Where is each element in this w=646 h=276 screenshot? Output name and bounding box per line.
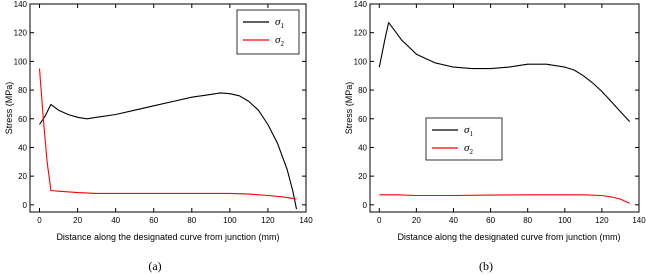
x-tick-label: 140	[632, 216, 646, 225]
legend-label-sigma-1: $\sigma_1$	[464, 124, 473, 138]
y-tick-label: 80	[18, 86, 27, 96]
y-tick-label: 100	[13, 57, 27, 67]
y-tick-label: 0	[362, 200, 367, 210]
y-tick-label: 60	[358, 114, 367, 124]
legend-label-sigma-2: $\sigma_2$	[464, 142, 473, 156]
y-tick-label: 20	[18, 172, 27, 182]
x-tick-label: 20	[411, 216, 421, 225]
chart-panel-a	[4, 0, 313, 273]
y-tick-label: 140	[353, 0, 367, 9]
x-tick-label: 80	[523, 216, 533, 225]
x-tick-label: 140	[299, 216, 313, 225]
legend-label-sigma-2: $\sigma_2$	[275, 34, 284, 48]
legend	[426, 118, 502, 160]
x-tick-label: 100	[558, 216, 572, 225]
y-tick-label: 140	[13, 0, 27, 9]
x-tick-label: 60	[149, 216, 159, 225]
x-tick-label: 40	[111, 216, 121, 225]
chart-panel-b	[344, 0, 646, 273]
legend-label-sigma-1: $\sigma_1$	[275, 16, 284, 30]
x-tick-label: 120	[595, 216, 609, 225]
x-tick-label: 20	[73, 216, 83, 225]
x-tick-label: 100	[223, 216, 237, 225]
y-tick-label: 120	[353, 28, 367, 38]
y-tick-label: 100	[353, 57, 367, 67]
y-axis-label: Stress (MPa)	[344, 81, 354, 135]
panel-label: (b)	[479, 259, 493, 273]
x-tick-label: 60	[486, 216, 496, 225]
series-line-sigma-2	[379, 195, 629, 204]
series-line-sigma-1	[379, 23, 629, 122]
y-tick-label: 60	[18, 114, 27, 124]
x-tick-label: 40	[449, 216, 458, 225]
x-tick-label: 80	[187, 216, 197, 225]
y-tick-label: 40	[18, 143, 27, 153]
y-tick-label: 80	[358, 86, 367, 96]
x-axis-label: Distance along the designated curve from junction (mm)	[56, 232, 280, 242]
y-tick-label: 120	[13, 28, 27, 38]
x-tick-label: 120	[261, 216, 275, 225]
legend	[237, 10, 299, 54]
x-tick-label: 0	[377, 216, 382, 225]
series-line-sigma-2	[40, 69, 297, 200]
y-axis-label: Stress (MPa)	[4, 81, 14, 135]
y-tick-label: 20	[358, 172, 367, 182]
y-tick-label: 40	[358, 143, 367, 153]
series-line-sigma-1	[40, 93, 297, 209]
panel-label: (a)	[148, 259, 162, 273]
y-tick-label: 0	[22, 200, 27, 210]
plot-frame	[370, 4, 639, 212]
x-axis-label: Distance along the designated curve from junction (mm)	[397, 232, 621, 242]
x-tick-label: 0	[37, 216, 42, 225]
legend-box	[237, 10, 299, 54]
